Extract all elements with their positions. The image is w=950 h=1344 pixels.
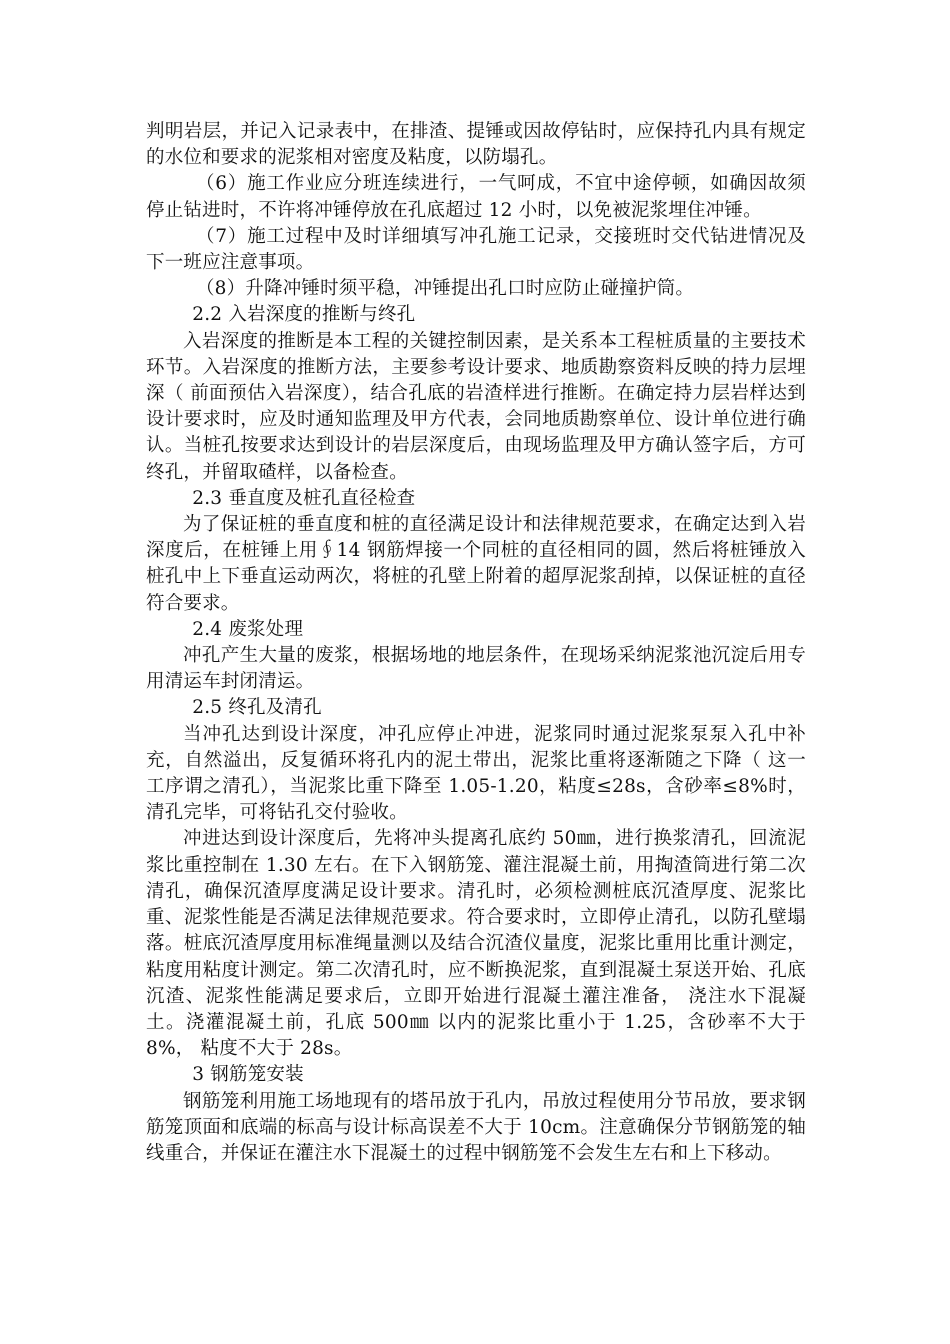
- paragraph-item-8: （8）升降冲锤时须平稳，冲锤提出孔口时应防止碰撞护筒。: [195, 278, 695, 300]
- document-body: [146, 119, 806, 1167]
- paragraph-waste-slurry: 冲孔产生大量的废浆，根据场地的地层条件，在现场采纳泥浆池沉淀后用专用清运车封闭清运。: [146, 645, 806, 693]
- paragraph-item-6: （6）施工作业应分班连续进行，一气呵成，不宜中途停顿，如确因故须停止钻进时，不许将冲锤停放在孔底超过 12 小时，以免被泥浆埋住冲锤。: [146, 173, 806, 221]
- paragraph-hole-cleaning: 冲进达到设计深度后，先将冲头提离孔底约 50㎜，进行换浆清孔，回流泥浆比重控制在 1.30 左右。在下入钢筋笼、灌注混凝土前，用掏渣筒进行第二次清孔，确保沉渣厚度满足设计要求。清孔时，必须检测桩底沉渣厚度、泥浆比重、泥浆性能是否满足法律规范要求。符合要求时，立即停止清孔，以防孔壁塌落。桩底沉渣厚度用标准绳量测以及结合沉渣仪量度，泥浆比重用比重计测定，粘度用粘度计测定。第二次清孔时，应不断换泥浆，直到混凝土泵送开始、孔底沉渣、泥浆性能满足要求后，立即开始进行混凝土灌注准备， 浇注水下混凝土。浇灌混凝土前，孔底 500㎜ 以内的泥浆比重小于 1.25，含砂率不大于 8%， 粘度不大于 28s。: [146, 828, 806, 1060]
- paragraph-rock-depth: 入岩深度的推断是本工程的关键控制因素，是关系本工程桩质量的主要技术环节。入岩深度的推断方法，主要参考设计要求、地质勘察资料反映的持力层埋深（ 前面预估入岩深度），结合孔底的岩渣样进行推断。在确定持力层岩样达到设计要求时，应及时通知监理及甲方代表，会同地质勘察单位、设计单位进行确认。当桩孔按要求达到设计的岩层深度后，由现场监理及甲方确认签字后，方可终孔，并留取碴样，以备检查。: [146, 330, 806, 483]
- paragraph-continuation: 判明岩层，并记入记录表中，在排渣、提锤或因故停钻时，应保持孔内具有规定的水位和要求的泥浆相对密度及粘度，以防塌孔。: [146, 121, 806, 169]
- paragraph-rebar-cage: 钢筋笼利用施工场地现有的塔吊放于孔内，吊放过程使用分节吊放，要求钢筋笼顶面和底端的标高与设计标高误差不大于 10cm。注意确保分节钢筋笼的轴线重合，并保证在灌注水下混凝土的过程中钢筋笼不会发生左右和上下移动。: [146, 1090, 806, 1164]
- section-heading-2-4: 2.4 废浆处理: [192, 618, 304, 640]
- section-heading-2-3: 2.3 垂直度及桩孔直径检查: [192, 487, 416, 509]
- section-heading-2-2: 2.2 入岩深度的推断与终孔: [192, 304, 416, 326]
- paragraph-verticality: 为了保证桩的垂直度和桩的直径满足设计和法律规范要求，在确定达到入岩深度后，在桩锤上用∮14 钢筋焊接一个同桩的直径相同的圆，然后将桩锤放入桩孔中上下垂直运动两次，将桩的孔壁上附着的超厚泥浆刮掉，以保证桩的直径符合要求。: [146, 514, 806, 614]
- paragraph-final-hole: 当冲孔达到设计深度，冲孔应停止冲进，泥浆同时通过泥浆泵泵入孔中补充，自然溢出，反复循环将孔内的泥土带出，泥浆比重将逐渐随之下降（ 这一工序谓之清孔），当泥浆比重下降至 1.05-1.20，粘度≤28s，含砂率≤8%时，清孔完毕，可将钻孔交付验收。: [146, 723, 806, 824]
- section-heading-3: 3 钢筋笼安装: [192, 1064, 304, 1086]
- paragraph-item-7: （7）施工过程中及时详细填写冲孔施工记录，交接班时交代钻进情况及下一班应注意事项。: [146, 225, 806, 274]
- section-heading-2-5: 2.5 终孔及清孔: [192, 697, 322, 719]
